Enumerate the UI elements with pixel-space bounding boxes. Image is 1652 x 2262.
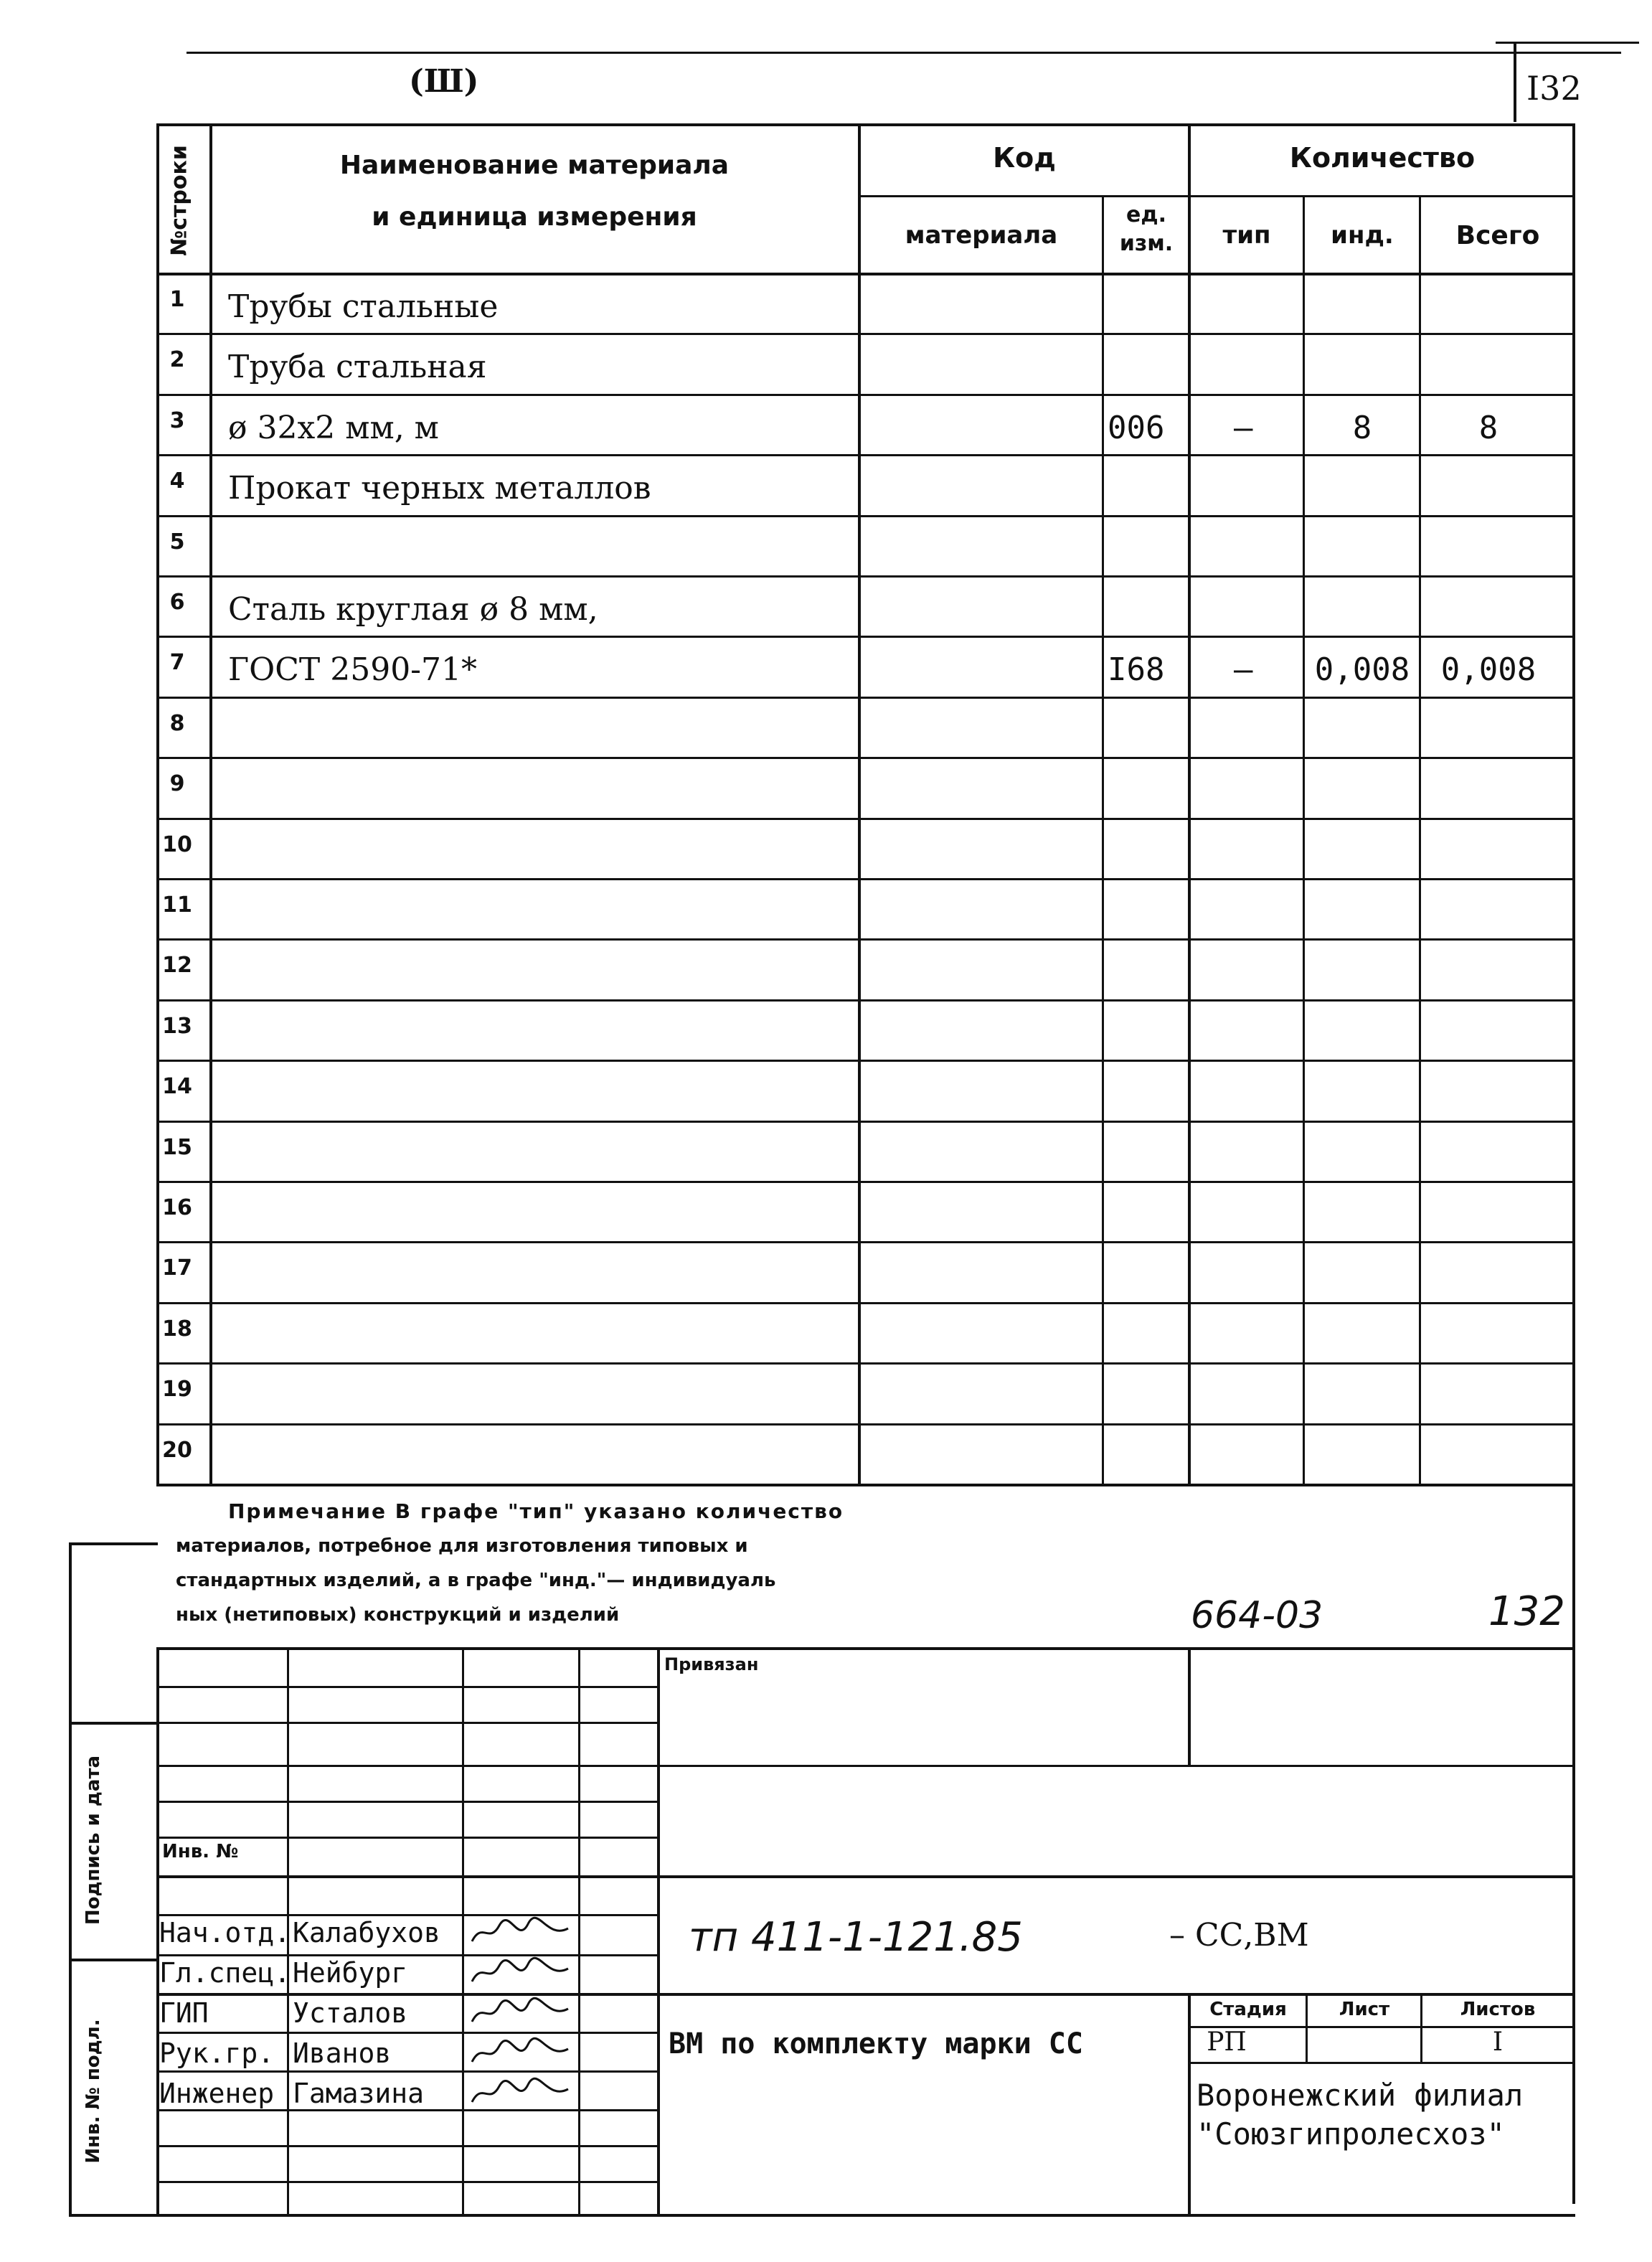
header-code-unit-2: изм. bbox=[1119, 231, 1174, 256]
cell-type: – bbox=[1234, 651, 1253, 688]
row-number: 20 bbox=[162, 1438, 192, 1463]
table-row-divider bbox=[156, 697, 1575, 699]
side-label-inv-orig: Инв. № подл. bbox=[82, 2019, 104, 2164]
row-number: 18 bbox=[162, 1316, 192, 1342]
row-number: 6 bbox=[169, 590, 185, 615]
header-code-group: Код bbox=[993, 142, 1056, 174]
table-row-divider bbox=[156, 515, 1575, 517]
table-row-divider bbox=[156, 818, 1575, 820]
signatory-role: Нач.отд. bbox=[159, 1917, 291, 1948]
signatory-name: Иванов bbox=[293, 2037, 392, 2069]
header-row-no: №строки bbox=[166, 145, 192, 256]
table-row-divider bbox=[156, 333, 1575, 335]
row-number: 14 bbox=[162, 1074, 192, 1099]
note-line4: ных (нетиповых) конструкций и изделий bbox=[176, 1604, 620, 1626]
row-number: 1 bbox=[169, 287, 185, 312]
cell-name: Прокат черных металлов bbox=[228, 470, 651, 506]
table-row-divider bbox=[156, 757, 1575, 759]
table-row-divider bbox=[156, 1181, 1575, 1183]
header-code-material: материала bbox=[905, 221, 1058, 250]
cell-ind: 8 bbox=[1352, 410, 1372, 446]
row-number: 15 bbox=[162, 1135, 192, 1160]
table-row-divider bbox=[156, 938, 1575, 941]
signature-scribble bbox=[468, 1915, 575, 1951]
signatory-role: ГИП bbox=[159, 1997, 209, 2029]
table-row-divider bbox=[156, 1121, 1575, 1123]
signature-scribble bbox=[468, 2076, 575, 2112]
stamp-sheets-label: Листов bbox=[1460, 1999, 1536, 2020]
table-row-divider bbox=[156, 1423, 1575, 1425]
header-qty-group: Количество bbox=[1289, 142, 1476, 174]
row-number: 17 bbox=[162, 1255, 192, 1281]
signature-scribble bbox=[468, 1996, 575, 2032]
row-number: 10 bbox=[162, 832, 192, 857]
cell-unit: I68 bbox=[1108, 651, 1165, 688]
side-label-sign-date: Подпись и дата bbox=[82, 1755, 104, 1926]
row-number: 4 bbox=[169, 468, 185, 494]
signature-scribble bbox=[468, 2036, 575, 2072]
table-row-divider bbox=[156, 1241, 1575, 1243]
header-name-line1: Наименование материала bbox=[339, 151, 730, 180]
row-number: 9 bbox=[169, 771, 185, 796]
signatory-name: Усталов bbox=[293, 1997, 408, 2029]
table-row-divider bbox=[156, 1302, 1575, 1304]
cell-name: Труба стальная bbox=[228, 349, 487, 385]
stamp-org-line2: "Союзгипролесхоз" bbox=[1196, 2116, 1505, 2152]
row-number: 2 bbox=[169, 347, 185, 372]
stamp-mark-suffix: – СС,ВМ bbox=[1169, 1917, 1309, 1954]
stamp-sheet-label: Лист bbox=[1339, 1999, 1390, 2020]
signatory-role: Гл.спец. bbox=[159, 1957, 291, 1989]
signatory-name: Гамазина bbox=[293, 2078, 425, 2109]
cell-unit: 006 bbox=[1108, 410, 1165, 446]
row-number: 7 bbox=[169, 650, 185, 675]
signatory-name: Нейбург bbox=[293, 1957, 408, 1989]
stamp-privyazan: Привязан bbox=[664, 1654, 759, 1674]
cell-name: Сталь круглая ø 8 мм, bbox=[228, 591, 598, 628]
stamp-org-line1: Воронежский филиал bbox=[1196, 2078, 1524, 2113]
row-number: 3 bbox=[169, 408, 185, 433]
table-row-divider bbox=[156, 1362, 1575, 1365]
signatory-role: Рук.гр. bbox=[159, 2037, 275, 2069]
header-qty-type: тип bbox=[1222, 221, 1271, 250]
table-row-divider bbox=[156, 999, 1575, 1002]
row-number: 19 bbox=[162, 1377, 192, 1402]
cell-name: ГОСТ 2590-71* bbox=[228, 651, 478, 688]
cell-name: ø 32x2 мм, м bbox=[228, 410, 439, 446]
signature-scribble bbox=[468, 1956, 575, 1992]
table-row-divider bbox=[156, 636, 1575, 638]
note-line1: Примечание В графе "тип" указано количество bbox=[228, 1499, 844, 1523]
cell-name: Трубы стальные bbox=[228, 288, 499, 325]
stamp-stage-value: РП bbox=[1207, 2027, 1247, 2057]
note-line2: материалов, потребное для изготовления типовых и bbox=[176, 1535, 748, 1557]
row-number: 11 bbox=[162, 892, 192, 918]
signatory-name: Калабухов bbox=[293, 1917, 440, 1948]
table-row-divider bbox=[156, 1060, 1575, 1062]
cell-ind: 0,008 bbox=[1314, 651, 1410, 688]
header-name-line2: и единица измерения bbox=[372, 202, 697, 232]
header-qty-total: Всего bbox=[1455, 221, 1540, 250]
row-number: 5 bbox=[169, 529, 185, 555]
page-number: I32 bbox=[1526, 69, 1582, 108]
handwritten-doc-code: 664-03 bbox=[1191, 1594, 1323, 1637]
cell-type: – bbox=[1234, 410, 1253, 446]
stamp-sheet-title: ВМ по комплекту марки СС bbox=[669, 2027, 1083, 2060]
page-marker: (Ш) bbox=[409, 63, 479, 100]
table-row-divider bbox=[156, 454, 1575, 456]
cell-total: 8 bbox=[1478, 410, 1498, 446]
stamp-inv-no: Инв. № bbox=[162, 1841, 239, 1862]
row-number: 8 bbox=[169, 711, 185, 736]
note-line3: стандартных изделий, а в графе "инд."— индивидуаль bbox=[176, 1570, 776, 1591]
handwritten-project-code: тп 411-1-121.85 bbox=[689, 1914, 1023, 1961]
table-row-divider bbox=[156, 575, 1575, 578]
stamp-sheets-value: I bbox=[1492, 2027, 1504, 2057]
signatory-role: Инженер bbox=[159, 2078, 275, 2109]
row-number: 16 bbox=[162, 1195, 192, 1220]
stamp-stage-label: Стадия bbox=[1209, 1999, 1287, 2020]
cell-total: 0,008 bbox=[1440, 651, 1537, 688]
handwritten-sheet-no: 132 bbox=[1488, 1588, 1565, 1635]
header-qty-ind: инд. bbox=[1331, 221, 1394, 250]
table-row-divider bbox=[156, 878, 1575, 880]
row-number: 12 bbox=[162, 953, 192, 978]
table-row-divider bbox=[156, 394, 1575, 396]
row-number: 13 bbox=[162, 1014, 192, 1039]
header-code-unit-1: ед. bbox=[1126, 202, 1166, 227]
